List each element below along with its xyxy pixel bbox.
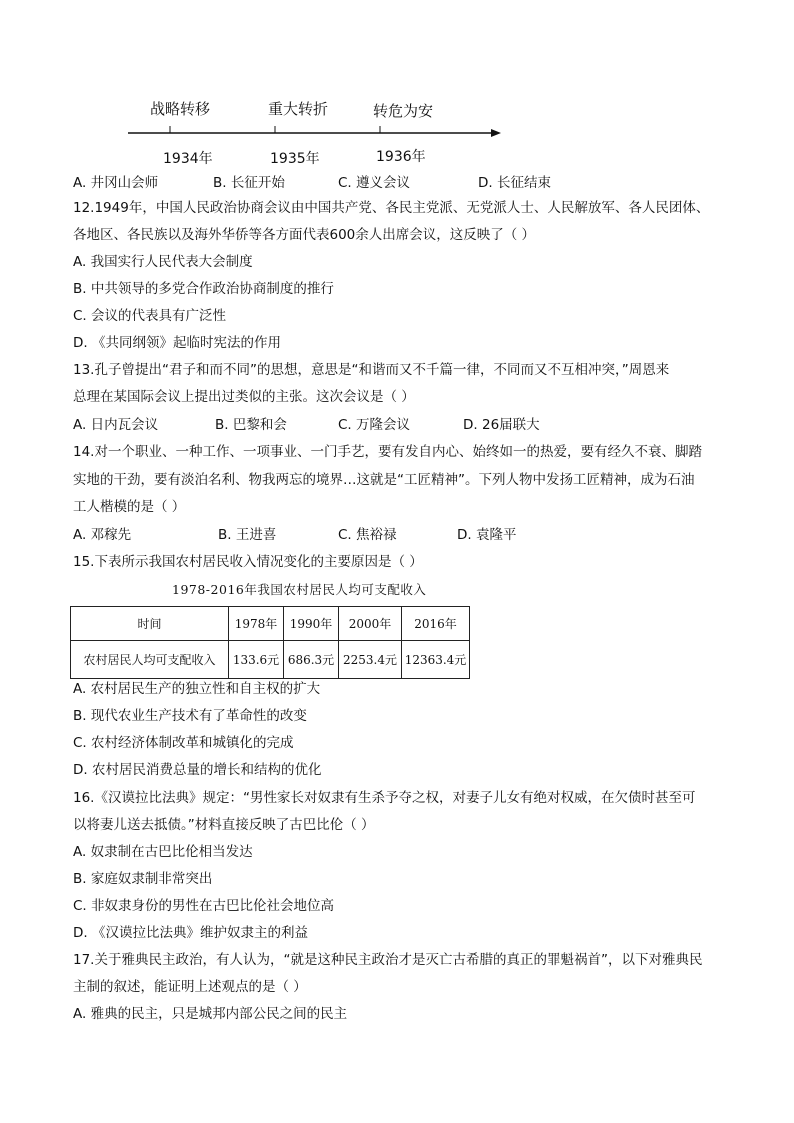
q16-stem-line2: 以将妻儿送去抵债。”材料直接反映了古巴比伦（ ）: [73, 817, 375, 833]
q12-option-d: D. 《共同纲领》起临时宪法的作用: [73, 335, 281, 351]
q17-stem-line1: 17.关于雅典民主政治，有人认为，“就是这种民主政治才是灭亡古希腊的真正的罪魁祸首”，以下对雅典民: [73, 952, 703, 968]
q12-stem-line2: 各地区、各民族以及海外华侨等各方面代表600余人出席会议，这反映了（ ）: [73, 227, 536, 243]
q16-option-a: A. 奴隶制在古巴比伦相当发达: [73, 844, 253, 860]
q14-stem-line2: 实地的干劲，要有淡泊名利、物我两忘的境界…这就是“工匠精神”。下列人物中发扬工匠精神，成为石油: [73, 472, 695, 488]
q12-stem-line1: 12.1949年，中国人民政治协商会议由中国共产党、各民主党派、无党派人士、人民解放军、各人民团体、: [73, 200, 710, 216]
q15-option-b: B. 现代农业生产技术有了革命性的改变: [73, 708, 307, 724]
q11-option-c: C. 遵义会议: [338, 175, 411, 191]
q11-option-b: B. 长征开始: [213, 175, 285, 191]
q11-option-a: A. 井冈山会师: [73, 175, 159, 191]
q14-option-a: A. 邓稼先: [73, 527, 132, 543]
table-cell: 686.3元: [284, 641, 339, 679]
timeline-year-1: 1934年: [163, 151, 213, 167]
q15-option-a: A. 农村居民生产的独立性和自主权的扩大: [73, 681, 321, 697]
q15-option-c: C. 农村经济体制改革和城镇化的完成: [73, 735, 294, 751]
q17-stem-line2: 主制的叙述，能证明上述观点的是（ ）: [73, 979, 307, 995]
q15-stem: 15.下表所示我国农村居民收入情况变化的主要原因是（ ）: [73, 554, 423, 570]
q16-option-b: B. 家庭奴隶制非常突出: [73, 871, 213, 887]
table-caption: 1978-2016年我国农村居民人均可支配收入: [172, 582, 427, 597]
q13-stem-line1: 13.孔子曾提出“君子和而不同”的思想，意思是“和谐而又不千篇一律，不同而又不互相冲突，”周恩来: [73, 362, 670, 378]
table-header-cell: 时间: [71, 607, 229, 641]
q13-option-d: D. 26届联大: [463, 417, 540, 433]
timeline-axis: [125, 125, 505, 145]
table-cell: 133.6元: [229, 641, 284, 679]
q14-option-d: D. 袁隆平: [457, 527, 517, 543]
q14-stem-line3: 工人楷模的是（ ）: [73, 499, 186, 515]
q12-option-b: B. 中共领导的多党合作政治协商制度的推行: [73, 281, 334, 297]
table-header-cell: 2016年: [402, 607, 470, 641]
table-cell: 2253.4元: [339, 641, 402, 679]
q15-option-d: D. 农村居民消费总量的增长和结构的优化: [73, 762, 322, 778]
timeline-label-3: 转危为安: [373, 102, 434, 120]
income-table: [70, 606, 470, 679]
q13-option-c: C. 万隆会议: [338, 417, 411, 433]
q16-option-d: D. 《汉谟拉比法典》维护奴隶主的利益: [73, 925, 308, 941]
q14-option-c: C. 焦裕禄: [338, 527, 397, 543]
q13-option-a: A. 日内瓦会议: [73, 417, 159, 433]
table-header-cell: 1990年: [284, 607, 339, 641]
q13-stem-line2: 总理在某国际会议上提出过类似的主张。这次会议是（ ）: [73, 389, 415, 405]
table-header-cell: 2000年: [339, 607, 402, 641]
table-row-label: 农村居民人均可支配收入: [71, 641, 229, 679]
q14-option-b: B. 王进喜: [218, 527, 277, 543]
timeline-year-2: 1935年: [270, 151, 320, 167]
q12-option-c: C. 会议的代表具有广泛性: [73, 308, 227, 324]
timeline-label-2: 重大转折: [268, 100, 329, 118]
q17-option-a: A. 雅典的民主，只是城邦内部公民之间的民主: [73, 1006, 348, 1022]
q16-stem-line1: 16.《汉谟拉比法典》规定：“男性家长对奴隶有生杀予夺之权，对妻子儿女有绝对权威，在欠债时甚至可: [73, 790, 696, 806]
timeline-year-3: 1936年: [376, 149, 426, 165]
q13-option-b: B. 巴黎和会: [215, 417, 287, 433]
q14-stem-line1: 14.对一个职业、一种工作、一项事业、一门手艺，要有发自内心、始终如一的热爱，要有经久不衰、脚踏: [73, 444, 702, 460]
timeline-label-1: 战略转移: [150, 100, 211, 118]
q12-option-a: A. 我国实行人民代表大会制度: [73, 254, 253, 270]
table-header-cell: 1978年: [229, 607, 284, 641]
q16-option-c: C. 非奴隶身份的男性在古巴比伦社会地位高: [73, 898, 335, 914]
table-cell: 12363.4元: [402, 641, 470, 679]
q11-option-d: D. 长征结束: [478, 175, 551, 191]
